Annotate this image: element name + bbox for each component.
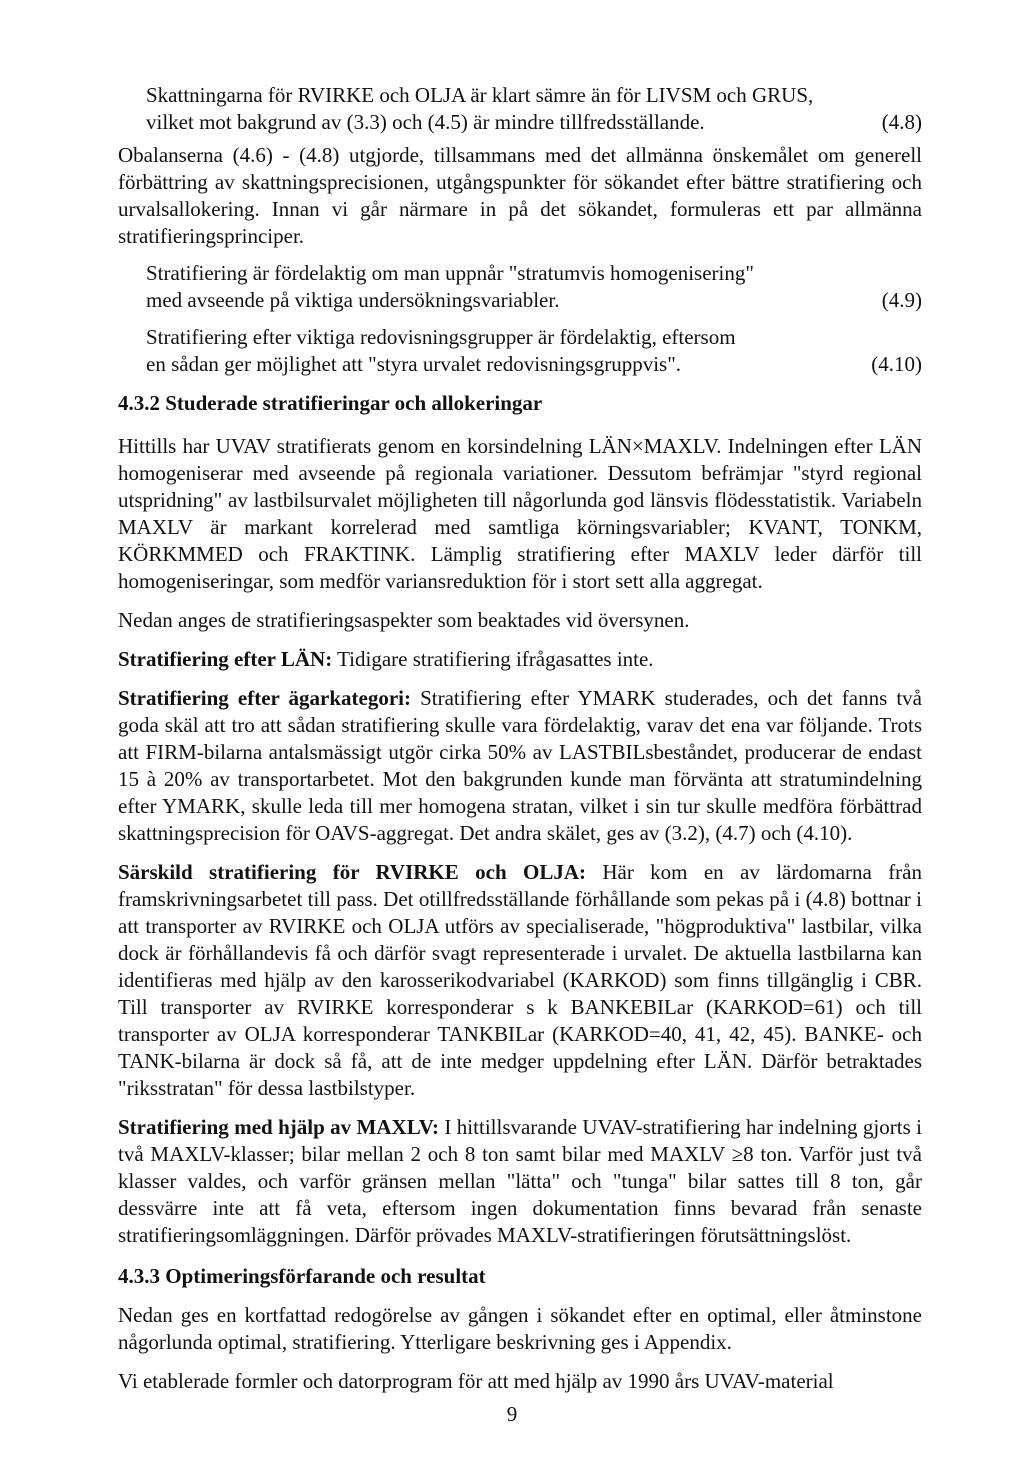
intro-line-2 bbox=[146, 109, 922, 136]
section-heading-4-3-3: 4.3.3 Optimeringsförfarande och resultat bbox=[118, 1264, 486, 1288]
principle-1-line-2-text: med avseende på viktiga undersökningsvariabler. bbox=[146, 288, 560, 312]
stratifiering-agar-paragraph bbox=[118, 685, 922, 847]
section-heading-4-3-2: 4.3.2 Studerade stratifieringar och allokeringar bbox=[118, 391, 543, 415]
sarskild-stratifiering-heading: Särskild stratifiering för RVIRKE och OLJA: bbox=[118, 860, 586, 884]
intro-statement bbox=[146, 82, 922, 136]
sarskild-stratifiering-paragraph bbox=[118, 859, 922, 1102]
stratifiering-agar-text: Stratifiering efter YMARK studerades, och det fanns två goda skäl att tro att sådan stratifiering skulle vara fördelaktig, varav det ena var följande. Trots att FIRM-bilarna antalsmässigt utgör cirka 50% av LASTBILsbeståndet, producerar de endast 15 à 20% av transportarbetet. Mot den bakgrunden kunde man förvänta att stratumindelning efter YMARK, skulle leda till mer homogena stratan, vilket i sin tur skulle medföra förbättrad skattningsprecision för OAVS-aggregat. Det andra skälet, ges av (3.2), (4.7) och (4.10). bbox=[118, 686, 922, 845]
principle-4-9 bbox=[146, 260, 922, 314]
intro-line-2-text: vilket mot bakgrund av (3.3) och (4.5) är mindre tillfredsställande. bbox=[146, 110, 705, 134]
page-number: 9 bbox=[506, 1402, 518, 1426]
principle-2-line-1: Stratifiering efter viktiga redovisningsgrupper är fördelaktig, eftersom bbox=[146, 325, 736, 349]
principle-2-line-2-text: en sådan ger möjlighet att "styra urvalet redovisningsgruppvis". bbox=[146, 352, 682, 376]
principle-1-line-2 bbox=[146, 287, 922, 314]
stratifiering-lan-heading: Stratifiering efter LÄN: bbox=[118, 647, 333, 671]
stratifiering-lan-paragraph bbox=[118, 646, 922, 673]
document-page bbox=[118, 82, 922, 1395]
vi-etablerade-paragraph: Vi etablerade formler och datorprogram för att med hjälp av 1990 års UVAV-material bbox=[118, 1369, 834, 1393]
hittills-paragraph: Hittills har UVAV stratifierats genom en korsindelning LÄN×MAXLV. Indelningen efter LÄN homogeniserar med avseende på regionala variationer. Dessutom befrämjar "styrd regional utspridning" av lastbilsurvalet möjligheten till någorlunda god länsvis flödesstatistik. Variabeln MAXLV är markant korrelerad med samtliga körningsvariabler; KVANT, TONKM, KÖRKMMED och FRAKTINK. Lämplig stratifiering efter MAXLV leder därför till homogeniseringar, som medför variansreduktion för i stort sett alla aggregat. bbox=[118, 434, 922, 593]
stratifiering-lan-text: Tidigare stratifiering ifrågasattes inte. bbox=[332, 647, 654, 671]
equation-number-4-10: (4.10) bbox=[871, 352, 922, 376]
principle-4-10 bbox=[146, 324, 922, 378]
stratifiering-maxlv-heading: Stratifiering med hjälp av MAXLV: bbox=[118, 1115, 440, 1139]
principle-1-line-1: Stratifiering är fördelaktig om man uppnår "stratumvis homogenisering" bbox=[146, 261, 754, 285]
nedan-ges-paragraph: Nedan ges en kortfattad redogörelse av gången i sökandet efter en optimal, eller åtminstone någorlunda optimal, stratifiering. Ytterligare beskrivning ges i Appendix. bbox=[118, 1303, 922, 1354]
stratifiering-agar-heading: Stratifiering efter ägarkategori: bbox=[118, 686, 411, 710]
principle-2-line-2 bbox=[146, 351, 922, 378]
equation-number-4-9: (4.9) bbox=[881, 288, 922, 312]
stratifiering-maxlv-text: I hittillsvarande UVAV-stratifiering har indelning gjorts i två MAXLV-klasser; bilar mellan 2 och 8 ton samt bilar med MAXLV ≥8 ton. Varför just två klasser valdes, och varför gränsen mellan "lätta" och "tunga" bilar sattes till 8 ton, går dessvärre inte att få veta, eftersom ingen dokumentation finns bevarad från senaste stratifieringsomläggningen. Därför prövades MAXLV-stratifieringen förutsättningslöst. bbox=[118, 1115, 922, 1247]
intro-line-1: Skattningarna för RVIRKE och OLJA är klart sämre än för LIVSM och GRUS, bbox=[146, 83, 814, 107]
obalans-paragraph: Obalanserna (4.6) - (4.8) utgjorde, tillsammans med det allmänna önskemålet om generell förbättring av skattningsprecisionen, utgångspunkter för sökandet efter bättre stratifiering och urvalsallokering. Innan vi går närmare in på det sökandet, formuleras ett par allmänna stratifieringsprinciper. bbox=[118, 143, 922, 248]
nedan-paragraph: Nedan anges de stratifieringsaspekter som beaktades vid översynen. bbox=[118, 608, 690, 632]
sarskild-stratifiering-text: Här kom en av lärdomarna från framskrivningsarbetet till pass. Det otillfredsställande förhållande som pekas på i (4.8) bottnar i att transporter av RVIRKE och OLJA utförs av specialiserade, "högproduktiva" lastbilar, vilka dock är förhållandevis få och därför svagt representerade i urvalet. De aktuella lastbilarna kan identifieras med hjälp av den karosserikodvariabel (KARKOD) som finns tillgänglig i CBR. Till transporter av RVIRKE korresponderar s k BANKEBILar (KARKOD=61) och till transporter av OLJA korresponderar TANKBILar (KARKOD=40, 41, 42, 45). BANKE- och TANK-bilarna är dock så få, att de inte medger uppdelning efter LÄN. Därför betraktades "riksstratan" för dessa lastbilstyper. bbox=[118, 860, 922, 1100]
stratifiering-maxlv-paragraph bbox=[118, 1114, 922, 1249]
equation-number-4-8: (4.8) bbox=[881, 110, 922, 134]
